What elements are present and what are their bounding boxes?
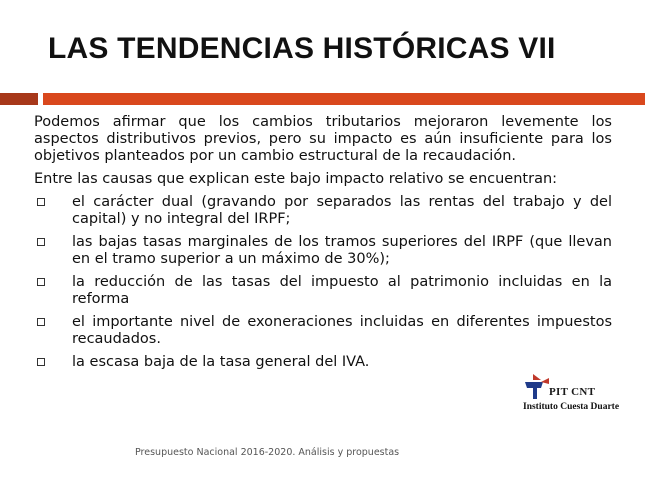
logo-subtitle: Instituto Cuesta Duarte: [523, 402, 620, 412]
intro-paragraph: Podemos afirmar que los cambios tributarios mejoraron levemente los aspectos distributivos previos, pero su impacto es aún insuficiente para los objetivos planteados por un cambio estructural de la recaudación.: [34, 114, 612, 164]
square-bullet-icon: [37, 198, 45, 206]
square-bullet-icon: [37, 238, 45, 246]
accent-bar: [43, 93, 645, 105]
bullet-item: [34, 274, 612, 308]
bullet-text: las bajas tasas marginales de los tramos superiores del IRPF (que llevan en el tramo superior a un máximo de 30%);: [72, 234, 612, 267]
pit-cnt-emblem-icon: [521, 374, 551, 400]
accent-bar-left: [0, 93, 38, 105]
bullet-text: la reducción de las tasas del impuesto al patrimonio incluidas en la reforma: [72, 274, 612, 307]
bullet-item: [34, 234, 612, 268]
bullet-item: [34, 354, 612, 371]
bullet-item: [34, 194, 612, 228]
slide-body: [34, 114, 612, 377]
bullet-text: la escasa baja de la tasa general del IVA.: [72, 354, 370, 370]
bullet-text: el carácter dual (gravando por separados las rentas del trabajo y del capital) y no integral del IRPF;: [72, 194, 612, 227]
square-bullet-icon: [37, 278, 45, 286]
lead-paragraph: Entre las causas que explican este bajo impacto relativo se encuentran:: [34, 171, 558, 187]
pit-cnt-logo: [521, 374, 621, 414]
slide-title: LAS TENDENCIAS HISTÓRICAS VII: [48, 32, 556, 65]
footer-text: Presupuesto Nacional 2016-2020. Análisis y propuestas: [135, 447, 400, 458]
square-bullet-icon: [37, 358, 45, 366]
bullet-list: [34, 194, 612, 371]
bullet-item: [34, 314, 612, 348]
square-bullet-icon: [37, 318, 45, 326]
bullet-text: el importante nivel de exoneraciones incluidas en diferentes impuestos recaudados.: [72, 314, 612, 347]
logo-name: PIT CNT: [549, 386, 596, 398]
